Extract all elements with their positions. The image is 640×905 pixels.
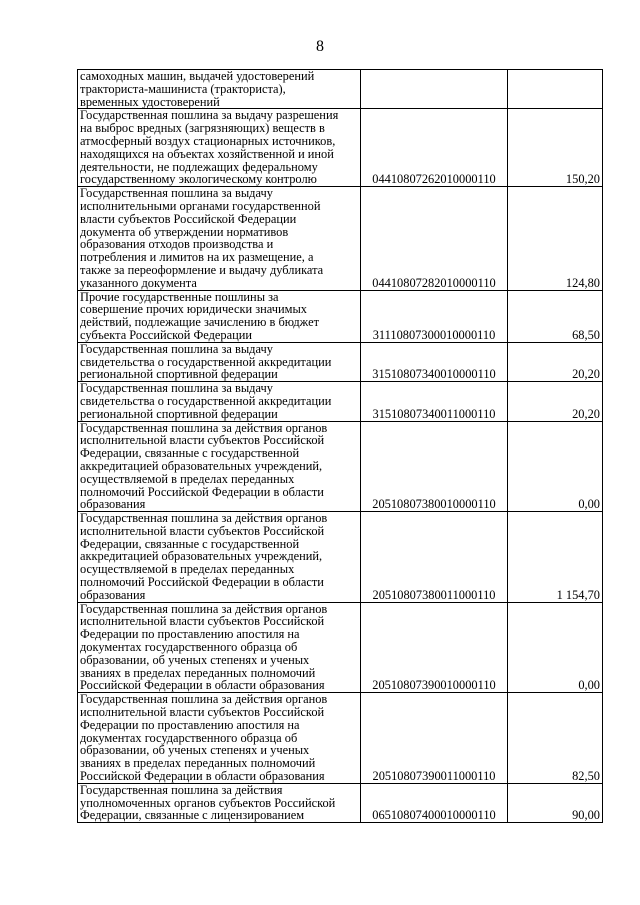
fee-name-cell	[78, 693, 361, 784]
fee-name-line: Федерации, связанные с государственной	[80, 446, 300, 461]
budget-code-cell: 20510807380011000110	[361, 512, 508, 603]
fee-name-cell	[78, 187, 361, 290]
fee-name-line: документа об утверждении нормативов	[80, 224, 289, 239]
fee-name-line: званиях в пределах переданных полномочий	[80, 665, 316, 680]
fee-name-line: документах государственного образца об	[80, 730, 298, 745]
fee-name-line: аккредитацией образовательных учреждений,	[80, 549, 323, 564]
fee-name-line: Федерации по проставлению апостиля на	[80, 627, 300, 642]
budget-code-cell: 20510807380010000110	[361, 421, 508, 512]
amount-cell: 150,20	[508, 109, 603, 187]
fee-name-line: государственному экологическому контролю	[80, 172, 317, 187]
fee-name-line: на выброс вредных (загрязняющих) веществ в	[80, 121, 325, 136]
fee-name-line: Государственная пошлина за выдачу	[80, 342, 273, 356]
budget-code-cell: 31510807340011000110	[361, 382, 508, 421]
fee-name-line: званиях в пределах переданных полномочий	[80, 756, 316, 771]
fee-name-line: Российской Федерации в области образования	[80, 678, 325, 693]
fee-name-cell	[78, 421, 361, 512]
fee-name-line: Федерации, связанные с лицензированием	[80, 808, 305, 823]
fee-name-line: Государственная пошлина за действия органов	[80, 692, 328, 707]
budget-code-cell: 04410807282010000110	[361, 187, 508, 290]
table-row	[78, 693, 603, 784]
fee-name-line: тракториста-машиниста (тракториста),	[80, 81, 286, 96]
budget-code-cell: 31110807300010000110	[361, 290, 508, 342]
fee-name-line: образования	[80, 497, 146, 512]
budget-code-cell: 20510807390011000110	[361, 693, 508, 784]
fee-name-line: Государственная пошлина за выдачу	[80, 186, 273, 201]
fee-name-line: свидетельства о государственной аккредитации	[80, 393, 332, 408]
fee-name-line: Государственная пошлина за действия органов	[80, 511, 328, 526]
fee-name-line: Государственная пошлина за действия	[80, 783, 283, 797]
fee-name-line: региональной спортивной федерации	[80, 367, 278, 382]
table-row	[78, 512, 603, 603]
amount-cell: 124,80	[508, 187, 603, 290]
page-number: 8	[316, 38, 324, 55]
fee-name-line: находящихся на объектах хозяйственной и иной	[80, 146, 334, 161]
fee-name-line: власти субъектов Российской Федерации	[80, 211, 297, 226]
fee-name-cell	[78, 512, 361, 603]
fee-name-line: исполнительной власти субъектов Российской	[80, 614, 325, 629]
fee-name-line: потребления и лимитов на их размещение, а	[80, 250, 314, 265]
fee-name-cell	[78, 382, 361, 421]
table-row	[78, 602, 603, 693]
fee-name-line: Федерации, связанные с государственной	[80, 536, 300, 551]
fee-name-line: действий, подлежащие зачислению в бюджет	[80, 315, 319, 330]
fee-name-line: исполнительной власти субъектов Российской	[80, 705, 325, 720]
table-row	[78, 783, 603, 822]
table-row	[78, 382, 603, 421]
fee-name-line: Федерации по проставлению апостиля на	[80, 717, 300, 732]
table-row	[78, 421, 603, 512]
fee-name-line: осуществляемой в пределах переданных	[80, 562, 295, 577]
fee-name-line: совершение прочих юридически значимых	[80, 302, 307, 317]
fee-name-line: исполнительными органами государственной	[80, 198, 321, 213]
amount-cell: 90,00	[508, 783, 603, 822]
fee-name-line: образовании, об ученых степенях и ученых	[80, 652, 310, 667]
fee-name-line: Государственная пошлина за действия органов	[80, 421, 328, 435]
fee-name-line: временных удостоверений	[80, 94, 220, 109]
fee-name-line: также за переоформление и выдачу дубликата	[80, 262, 324, 277]
amount-cell: 20,20	[508, 382, 603, 421]
fee-name-line: Государственная пошлина за выдачу разрешения	[80, 108, 339, 123]
fee-name-cell	[78, 602, 361, 693]
fee-name-line: аккредитацией образовательных учреждений,	[80, 458, 323, 473]
fee-name-line: осуществляемой в пределах переданных	[80, 471, 295, 486]
fee-name-line: исполнительной власти субъектов Российской	[80, 523, 325, 538]
fee-name-line: свидетельства о государственной аккредитации	[80, 354, 332, 369]
fee-name-line: деятельности, не подлежащих федеральному	[80, 159, 318, 174]
fee-name-line: Государственная пошлина за выдачу	[80, 381, 273, 396]
amount-cell: 0,00	[508, 421, 603, 512]
fee-name-cell	[78, 342, 361, 381]
budget-code-cell: 20510807390010000110	[361, 602, 508, 693]
amount-cell: 82,50	[508, 693, 603, 784]
fee-name-line: самоходных машин, выдачей удостоверений	[80, 69, 315, 83]
budget-code-cell: 06510807400010000110	[361, 783, 508, 822]
amount-cell	[508, 70, 603, 109]
fee-name-line: субъекта Российской Федерации	[80, 327, 252, 342]
table-row	[78, 187, 603, 290]
amount-cell: 68,50	[508, 290, 603, 342]
fee-name-line: документах государственного образца об	[80, 640, 298, 655]
fee-name-line: уполномоченных органов субъектов Российской	[80, 795, 336, 810]
fee-name-line: атмосферный воздух стационарных источников,	[80, 133, 336, 148]
table-row	[78, 70, 603, 109]
fee-name-cell	[78, 783, 361, 822]
amount-cell: 0,00	[508, 602, 603, 693]
fee-name-line: полномочий Российской Федерации в области	[80, 484, 324, 499]
fee-name-line: исполнительной власти субъектов Российской	[80, 433, 325, 448]
amount-cell: 1 154,70	[508, 512, 603, 603]
fee-name-line: Российской Федерации в области образования	[80, 769, 325, 784]
fee-name-line: образования отходов производства и	[80, 237, 274, 252]
fees-table	[77, 69, 603, 823]
fee-name-line: полномочий Российской Федерации в области	[80, 575, 324, 590]
table-row	[78, 290, 603, 342]
fee-name-line: указанного документа	[80, 275, 197, 290]
budget-code-cell: 04410807262010000110	[361, 109, 508, 187]
fee-name-cell	[78, 109, 361, 187]
fees-table-body	[78, 70, 603, 823]
table-row	[78, 342, 603, 381]
fee-name-line: образовании, об ученых степенях и ученых	[80, 743, 310, 758]
table-row	[78, 109, 603, 187]
fee-name-line: образования	[80, 587, 146, 602]
amount-cell: 20,20	[508, 342, 603, 381]
fee-name-line: региональной спортивной федерации	[80, 406, 278, 421]
fee-name-line: Прочие государственные пошлины за	[80, 290, 279, 304]
fee-name-cell	[78, 70, 361, 109]
budget-code-cell: 31510807340010000110	[361, 342, 508, 381]
fee-name-cell	[78, 290, 361, 342]
fee-name-line: Государственная пошлина за действия органов	[80, 602, 328, 616]
budget-code-cell	[361, 70, 508, 109]
